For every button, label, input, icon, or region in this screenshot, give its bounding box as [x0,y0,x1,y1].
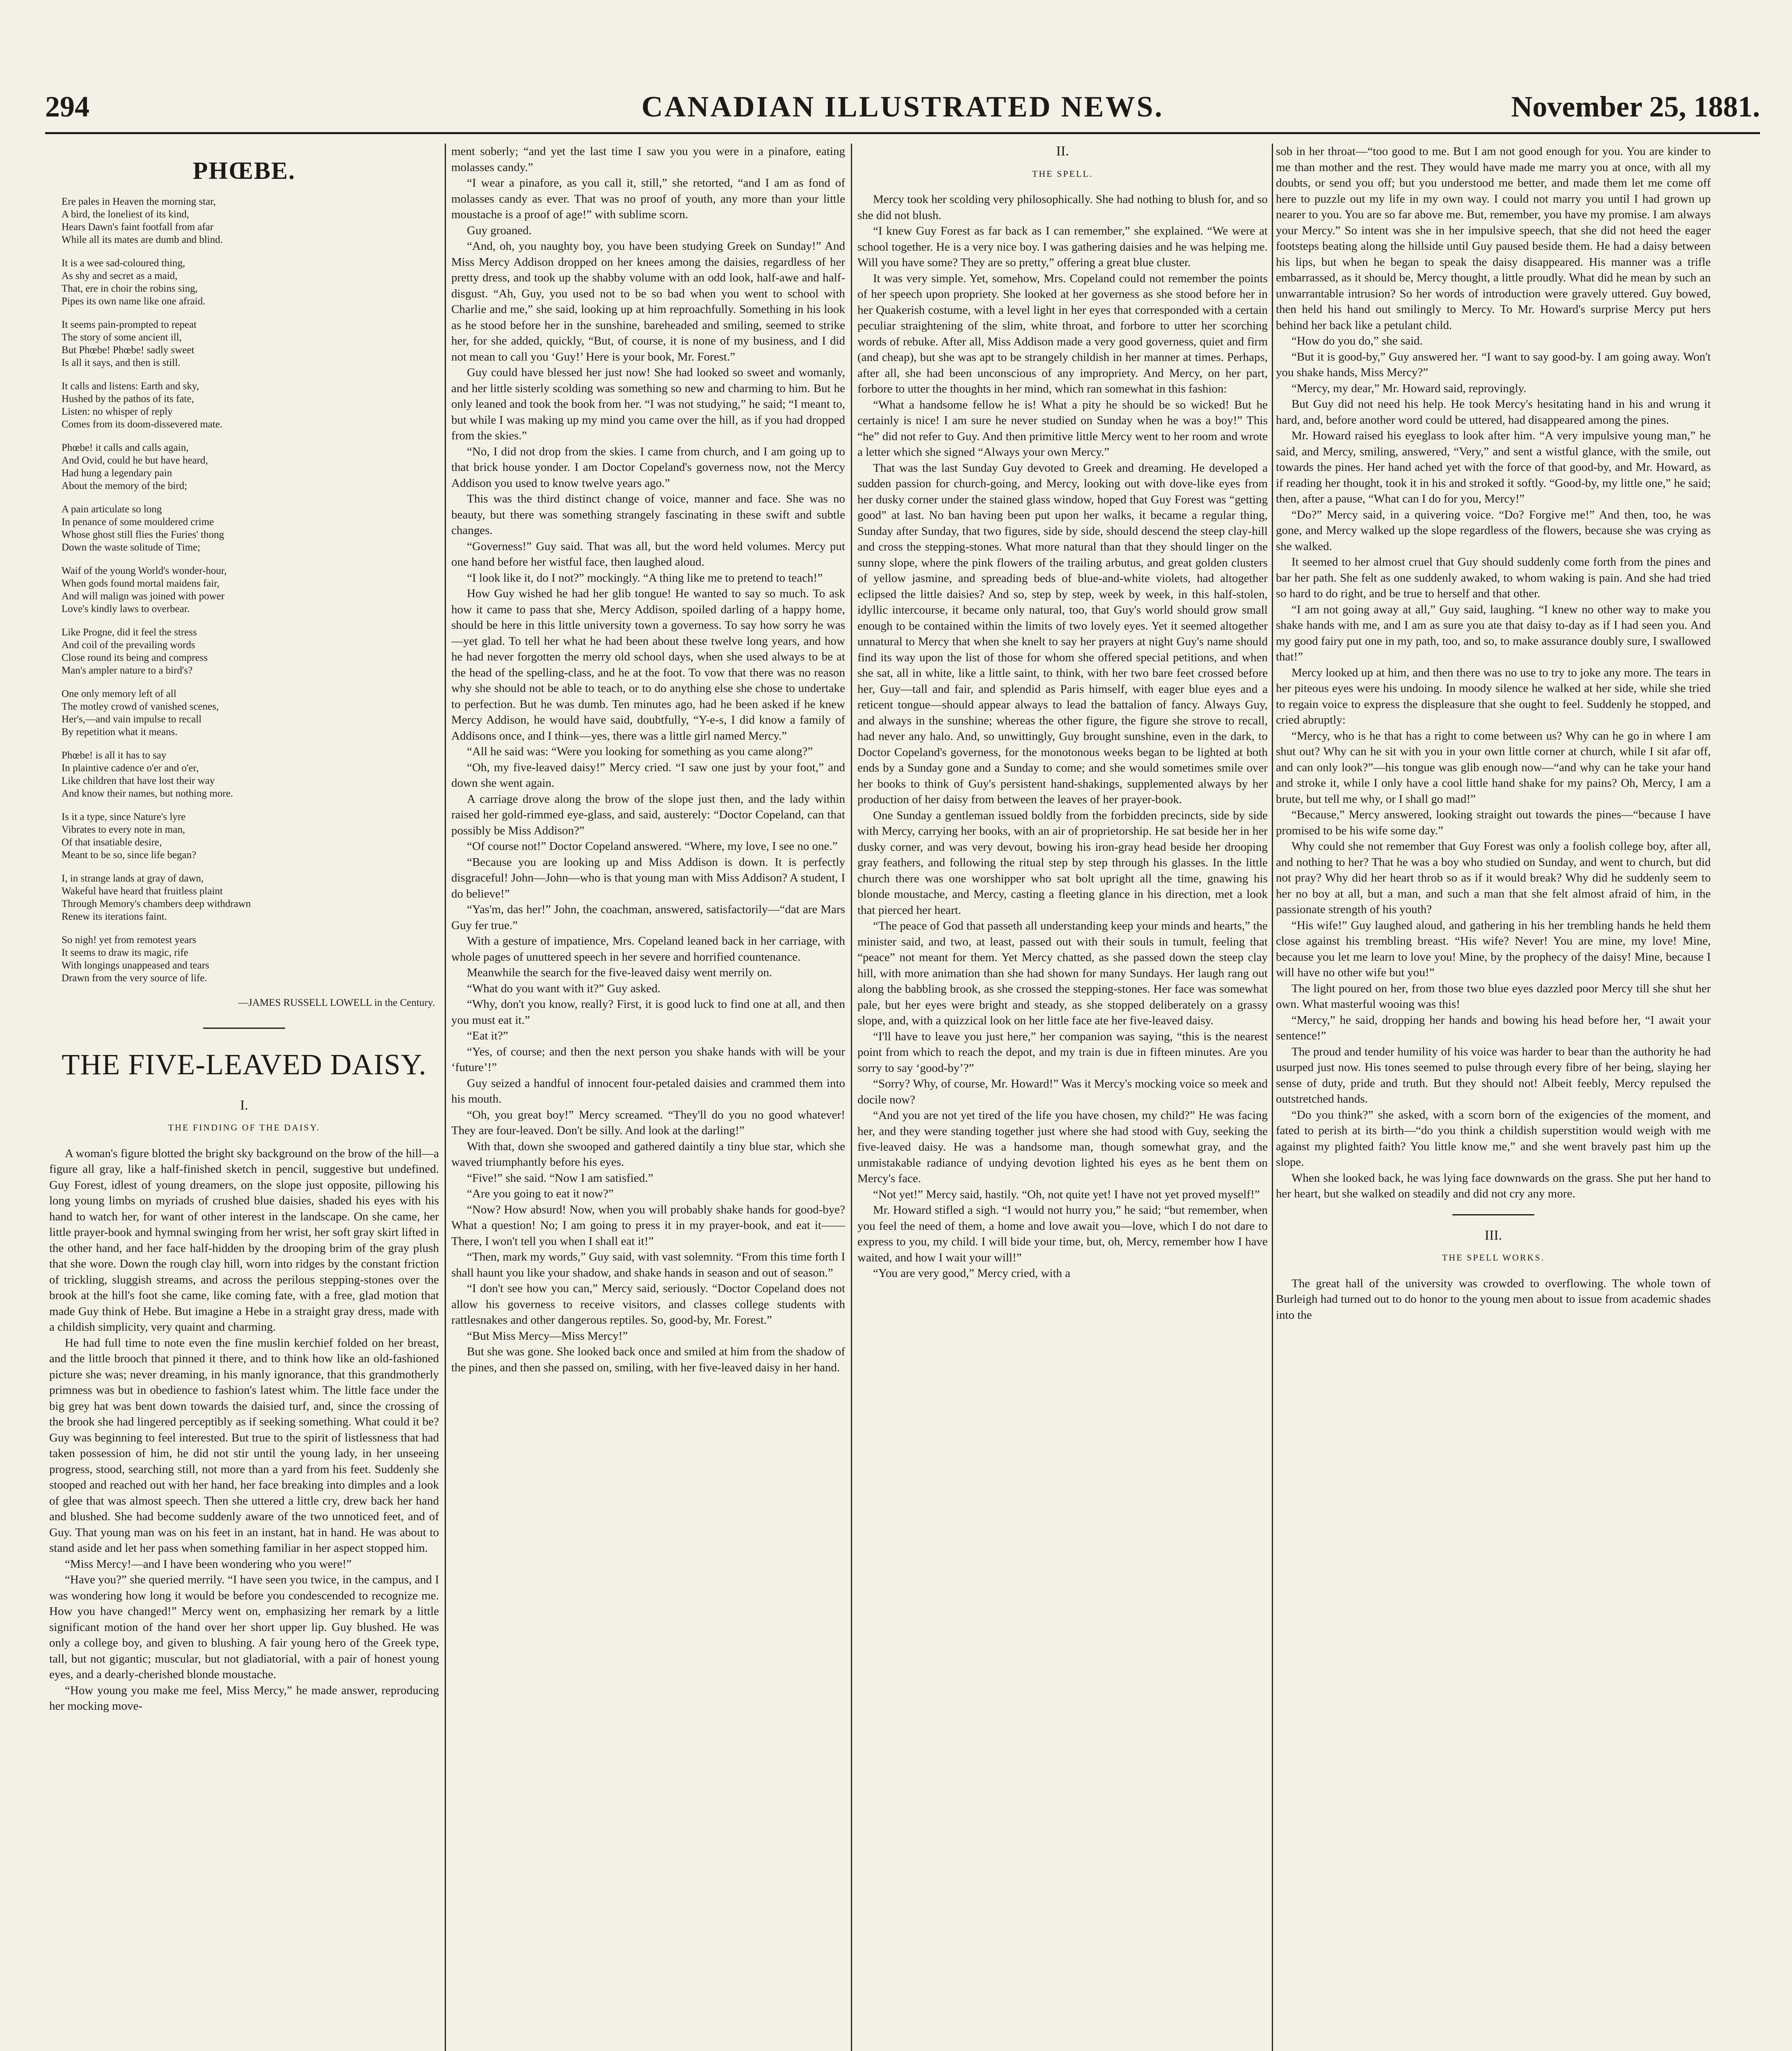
poem-line: Had hung a legendary pain [62,468,172,479]
column-text [49,1146,439,1714]
poem-line: When gods found mortal maidens fair, [62,578,220,589]
page-number: 294 [45,90,89,123]
poem-body [49,195,439,984]
poem-line: Renew its iterations faint. [62,911,167,922]
paragraph: “Do?” Mercy said, in a quivering voice. “Do? Forgive me!” And then, too, he was gone, and Mercy walked up the slope regardless of the flowers, because she was crying as she walked. [1276,508,1711,553]
paragraph: With a gesture of impatience, Mrs. Copeland leaned back in her carriage, with whole pages of unuttered speech in her severe and horrified countenance. [451,934,845,964]
paragraph: With that, down she swooped and gathered daintily a tiny blue star, which she waved triumphantly before his eyes. [451,1140,845,1169]
paragraph: The great hall of the university was crowded to overflowing. The whole town of Burleigh had turned out to do honor to the young men about to issue from academic shades into the [1276,1277,1711,1322]
paragraph: “Why, don't you know, really? First, it is good luck to find one at all, and then you must eat it.” [451,998,845,1027]
paragraph: “Miss Mercy!—and I have been wondering who you were!” [65,1557,352,1571]
chapter-title: THE SPELL WORKS. [1442,1252,1545,1263]
poem-line: Phœbe! it calls and calls again, [62,442,189,453]
poem-stanza [62,257,439,308]
column-text [857,192,1268,1281]
poem-line: One only memory left of all [62,688,176,699]
poem-line: Drawn from the very source of life. [62,973,207,984]
paragraph: “Now? How absurd! Now, when you will probably shake hands for good-bye? What a question! No; I am going to press it in my prayer-book, and eat it—— There, I won't tell you when I shall eat it!” [451,1203,845,1248]
poem-line: Waif of the young World's wonder-hour, [62,565,227,576]
section-rule [203,1028,285,1029]
poem-line: Phœbe! is all it has to say [62,750,167,761]
paragraph: “Have you?” she queried merrily. “I have seen you twice, in the campus, and I was wondering how long it would be before you condescended to recognize me. How you have changed!” Mercy went on, emphasizing her remark by a little significant motion of the hand over her short upper lip. Guy blushed. He was only a college boy, and given to blushing. A fair young hero of the Greek type, tall, but not gigantic; muscular, but not gladiatorial, with a pair of honest young eyes, and a dearly-cherished blonde moustache. [49,1573,439,1681]
poem-line: Is all it says, and then is still. [62,357,181,368]
poem-line: A bird, the loneliest of its kind, [62,209,190,220]
poem-stanza [62,872,439,923]
poem-line: It calls and listens: Earth and sky, [62,381,199,392]
paragraph: That was the last Sunday Guy devoted to Greek and dreaming. He developed a sudden passion for church-going, and Mercy, looking out with dove-like eyes from her dusky corner under the stained glass window, hoped that Guy Forest was “getting good” at last. No ban having been put upon her walks, it became a regular thing, Sunday after Sunday, that two figures, side by side, should descend the steep clay-hill and cross the stepping-stones. What more natural than that they should linger on the sunny slope, where the pink flowers of the trailing arbutus, and great golden clusters of yellow jasmine, and spreading beds of blue-and-white violets, had altogether eclipsed the little daisies? And so, step by step, week by week, in this half-stolen, idyllic intercourse, it became only natural, too, that Guy's world should grow small enough to be contained within the limits of two lovely eyes. Yet it seemed altogether unnatural to Mercy that when she knelt to say her prayers at night Guy's name should find its way upon the list of those for whom she offered special petitions, and when she sat, all in white, like a little saint, to think, with her two bare feet crossed before her, Guy—tall and fair, and splendid as Paris himself, with eager blue eyes and a reticent tongue—should appear always to lead the battalion of fancy. Always Guy, and always in the sunshine; whereas the other figure, the figure she strove to recall, had never any halo. And, so unwittingly, Guy brought sunshine, even in the dark, to Doctor Copeland's governess, for the monotonous weeks began to be lighted at both ends by a Sunday gone and a Sunday to come; and she would sometimes smile over her books to think of Guy's persistent hand-shakings, supplemented always by her production of her daisy from between the leaves of her prayer-book. [857,461,1268,806]
poem-line: So nigh! yet from remotest years [62,934,197,946]
poem-line: By repetition what it means. [62,726,178,738]
paragraph: It was very simple. Yet, somehow, Mrs. Copeland could not remember the points of her speech upon propriety. She looked at her governess as she stood before her in her Quakerish costume, with a level light in her eyes that corresponded with a certain peculiar straightening of the slim, white throat, and forbore to utter her scorching words of rebuke. After all, Miss Addison made a very good governess, quiet and firm (and cheap), but she was apt to be strangely childish in her manner at times. Perhaps, after all, she had been unconscious of any impropriety. And Mercy, on her part, forbore to utter the thoughts in her mind, which ran somewhat in this fashion: [857,272,1268,395]
column-text [1276,144,1711,1323]
paragraph: “You are very good,” Mercy cried, with a [873,1267,1071,1280]
paragraph: “Eat it?” [467,1029,508,1042]
section-rule [1452,1214,1534,1215]
poem-line: The motley crowd of vanished scenes, [62,701,219,712]
paragraph: “Because you are looking up and Miss Addison is down. It is perfectly disgraceful! John—John—who is that young man with Miss Addison? A student, I do believe!” [451,855,845,900]
page-header [45,86,1760,131]
paragraph: One Sunday a gentleman issued boldly from the forbidden precincts, side by side with Mercy, carrying her books, with an air of proprietorship. He sat beside her in her dusky corner, and was very devout, bowing his iron-gray head beside her drooping gray feathers, and following the ritual step by step through his glasses. In the little church there was one worshipper who sat bolt upright all the time, gnawing his blonde moustache, and Mercy, casting a fleeting glance in his direction, met a look that pierced her heart. [857,809,1268,917]
chapter-title: THE FINDING OF THE DAISY. [168,1122,320,1133]
poem-line: And know their names, but nothing more. [62,788,233,799]
poem-line: About the memory of the bird; [62,480,187,491]
paragraph: “I'll have to leave you just here,” her companion was saying, “this is the nearest point from which to reach the depot, and my train is due in fifteen minutes. Are you sorry to say ‘good-by’?” [857,1030,1268,1075]
paragraph: “Then, mark my words,” Guy said, with vast solemnity. “From this time forth I shall haunt you like your shadow, and shake hands in season and out of season.” [451,1250,845,1279]
paragraph: “Mercy, my dear,” Mr. Howard said, reprovingly. [1291,381,1527,395]
column-1 [49,144,439,2051]
poem-stanza [62,811,439,861]
poem-line: Down the waste solitude of Time; [62,542,201,553]
paragraph: “And, oh, you naughty boy, you have been studying Greek on Sunday!” And Miss Mercy Addison dropped on her knees among the daisies, regardless of her pretty dress, and took up the shabby volume with an odd look, half-awe and half-disgust. “Ah, Guy, you used not to be so bad when you went to school with Charlie and me,” she said, looking up at him reproachfully. Something in his look as he stood before her in the sunshine, bareheaded and smiling, seemed to strike her, for she added, quickly, “But, of course, it is none of my business, and I did not mean to call you ‘Guy!’ Here is your book, Mr. Forest.” [451,240,845,363]
paragraph: “But it is good-by,” Guy answered her. “I want to say good-by. I am going away. Won't you shake hands, Miss Mercy?” [1276,350,1711,379]
poem-line: It is a wee sad-coloured thing, [62,258,185,269]
paragraph: “What do you want with it?” Guy asked. [467,982,661,995]
poem-line: Through Memory's chambers deep withdrawn [62,898,251,909]
paragraph: But she was gone. She looked back once and smiled at him from the shadow of the pines, and then she passed on, smiling, with her five-leaved daisy in her hand. [451,1345,845,1374]
masthead: CANADIAN ILLUSTRATED NEWS. [641,90,1164,123]
paragraph: “His wife!” Guy laughed aloud, and gathering in his her trembling hands he held them close against his trembling breast. “His wife? Never! You are mine, my love! Mine, because you let me learn to love you! Mine, by the prophecy of the daisy! Mine, because I will have no other wife but you!” [1276,918,1711,979]
poem-line: As shy and secret as a maid, [62,270,178,281]
poem-line: Comes from its doom-dissevered mate. [62,419,223,430]
paragraph: “But Miss Mercy—Miss Mercy!” [467,1329,628,1343]
column-rule [445,144,446,2051]
poem-stanza [62,934,439,984]
poem-stanza [62,380,439,431]
chapter-number: I. [240,1097,248,1113]
poem-line: Listen: no whisper of reply [62,406,173,417]
paragraph: Mr. Howard raised his eyeglass to look after him. “A very impulsive young man,” he said, and Mercy, smiling, answered, “Very,” and sent a wistful glance, with the smile, out towards the pines. Her hand ached yet with the force of that good-by, and Mr. Howard, as if reading her thought, took it in his and stroked it softly. “Good-by, my little one,” he said; then, after a pause, “What can I do for you, Mercy!” [1276,429,1711,505]
paragraph: “I knew Guy Forest as far back as I can remember,” she explained. “We were at school together. He is a very nice boy. I was gathering daisies and he was helping me. Will you have some? They are so pretty,” offering a great blue cluster. [857,224,1268,269]
poem-line: And coil of the prevailing words [62,640,195,651]
poem-line: Pipes its own name like one afraid. [62,296,206,307]
paragraph: He had full time to note even the fine muslin kerchief folded on her breast, and the little brooch that pinned it there, and to think how like an old-fashioned picture she was; never dreaming, in his manly ignorance, that this grandmotherly primness was but in obedience to fashion's latest whim. The little face under the big grey hat was bent down towards the daisied turf, and, since the crossing of the brook she had lingered perceptibly as if seeking something. What could it be? Guy was beginning to feel interested. But true to the spirit of listlessness that had taken possession of him, he did not stir until the young lady, in her unseeing progress, stood, searching still, not more than a yard from his feet. Suddenly she stooped and reached out with her hand, her face breaking into dimples and a look of glee that was almost speech. Then she uttered a little cry, drew back her hand and blushed. She had become suddenly aware of the two unnoticed feet, and of Guy. That young man was on his feet in an instant, hat in hand. He was about to stand aside and let her pass when something familiar in her aspect stopped him. [49,1336,439,1555]
poem-stanza [62,195,439,246]
paragraph: When she looked back, he was lying face downwards on the grass. She put her hand to her heart, but she walked on steadily and did not cry any more. [1276,1171,1711,1200]
issue-date: November 25, 1881. [1511,90,1760,123]
paragraph: “Are you going to eat it now?” [467,1187,614,1200]
paragraph: But Guy did not need his help. He took Mercy's hesitating hand in his and wrung it hard, and, before another word could be uttered, had disappeared among the pines. [1276,397,1711,427]
poem-line: Meant to be so, since life began? [62,850,197,861]
poem-line: Love's kindly laws to overbear. [62,603,190,614]
paragraph: This was the third distinct change of voice, manner and face. She was no beauty, but there was something strangely fascinating in these swift and subtle changes. [451,492,845,537]
column-3 [857,144,1268,2051]
poem-stanza [62,503,439,554]
paragraph: “I wear a pinafore, as you call it, still,” she retorted, “and I am as fond of molasses candy as ever. That was no proof of youth, any more than your little moustache is a proof of age!” with sublime scorn. [451,176,845,221]
poem-line: A pain articulate so long [62,504,162,515]
poem-line: Like Progne, did it feel the stress [62,627,197,638]
poem-line: But Phœbe! Phœbe! sadly sweet [62,345,194,356]
story-title: THE FIVE-LEAVED DAISY. [62,1048,427,1081]
poem-stanza [62,749,439,800]
paragraph: “I am not going away at all,” Guy said, laughing. “I knew no other way to make you shake hands with me, and I am as sure you ate that daisy to-day as if I had seen you. And my good fairy put one in my path, too, and so, to make assurance doubly sure, I swallowed that!” [1276,603,1711,663]
paragraph: “Mercy, who is he that has a right to come between us? Why can he go in where I am shut out? Why can he sit with you in your own little corner at church, while I sit afar off, and can only look?”—his tongue was glib enough now—“and why can he take your hand and stroke it, while I only have a cool little hand shake for my pains? Oh, Mercy, I am a brute, but tell me why, or I shall go mad!” [1276,729,1711,806]
column-rule [1272,144,1273,2051]
paragraph: “How young you make me feel, Miss Mercy,” he made answer, reproducing her mocking move- [49,1683,439,1713]
column-rule [851,144,852,2051]
column-2 [451,144,845,2051]
header-rule [45,132,1760,134]
paragraph: “Yes, of course; and then the next person you shake hands with will be your ‘future’!” [451,1045,845,1074]
poem-stanza [62,687,439,738]
poem-stanza [62,441,439,492]
column-4 [1276,144,1711,2051]
poem-attribution: —JAMES RUSSELL LOWELL in the Century. [238,997,435,1008]
column-text [451,144,845,1375]
chapter-title: THE SPELL. [1032,168,1093,179]
paragraph: Guy groaned. [467,224,532,237]
paragraph: It seemed to her almost cruel that Guy should suddenly come forth from the pines and bar her path. She felt as one suddenly awaked, to whom waking is pain. And she had tried so hard to do right, and be true to herself and that other. [1276,555,1711,600]
poem-line: The story of some ancient ill, [62,332,182,343]
paragraph: How Guy wished he had her glib tongue! He wanted to say so much. To ask how it came to pass that she, Mercy Addison, spoiled darling of a happy home, should be here in this little university town a governess. To say how sorry he was—yet glad. To tell her what he had been about these twelve long years, and how he had never forgotten the merry old school days, when she used always to be at the head of the spelling-class, and he at the foot. To vow that there was no reason why she should not be able to teach, or to do anything else she chose to undertake to perfection. But he was dumb. Ten minutes ago, had he been asked if he knew Mercy Addison, he would have said, doubtfully, “Y-e-s, I did know a family of Addisons once, and I think—yes, there was a little girl named Mercy.” [451,587,845,742]
chapter-number: II. [1056,144,1069,159]
poem-line: Of that insatiable desire, [62,837,162,848]
poem-line: That, ere in choir the robins sing, [62,283,198,294]
poem-line: Wakeful have heard that fruitless plaint [62,886,223,897]
paragraph: The light poured on her, from those two blue eyes dazzled poor Mercy till she shut her own. What masterful wooing was this! [1276,982,1711,1011]
paragraph: “The peace of God that passeth all understanding keep your minds and hearts,” the minister said, and two, at least, passed out with their souls in tumult, feeling that “peace” not meant for them. Yet Mercy chatted, as she passed down the steep clay hill, with more animation than she had shown for many Sundays. Her laugh rang out along the babbling brook, as she crossed the stepping-stones. Her face was somewhat pale, but her eyes were bright and steady, as she stopped deliberately on a grassy slope, and, with a quizzical look on her little face ate her five-leaved daisy. [857,919,1268,1027]
paragraph: “Oh, my five-leaved daisy!” Mercy cried. “I saw one just by your foot,” and down she went again. [451,761,845,790]
paragraph: sob in her throat—“too good to me. But I am not good enough for you. You are kinder to me than mother and the rest. They would have made me marry you at once, with all my doubts, or send you off; but you understood me better, and made them let me come off here to puzzle out my life in my own way. I could not marry you until I had grown up nearer to you. You are so far above me. But, remember, you have my promise. I am always your Mercy.” So intent was she in her impulsive speech, that she did not heed the eager footsteps beating along the hillside until Guy paused beside them. He had a daisy between his lips, but when he began to speak the daisy disappeared. His manner was a trifle embarrassed, as it should be, Mercy thought, a little proudly. What did he mean by such an unwarrantable intrusion? So her words of introduction were gravely uttered. Guy bowed, then held his hand out smilingly to Mercy. To Mr. Howard's surprise Mercy put hers behind her back like a petulant child. [1276,145,1711,332]
poem-line: Like children that have lost their way [62,775,215,786]
paragraph: “What a handsome fellow he is! What a pity he should be so wicked! But he certainly is nice! I am sure he never studied on Sunday when he was a boy!” This “he” did not refer to Guy. And then primitive little Mercy went to her room and wrote a letter which she signed “Always your own Mercy.” [857,398,1268,459]
poem-stanza [62,626,439,677]
paragraph: “I look like it, do I not?” mockingly. “A thing like me to pretend to teach!” [467,571,823,585]
paragraph: Guy seized a handful of innocent four-petaled daisies and crammed them into his mouth. [451,1076,845,1105]
paragraph: “Five!” she said. “Now I am satisfied.” [467,1171,654,1185]
poem-line: Man's ampler nature to a bird's? [62,665,193,676]
poem-stanza [62,564,439,615]
poem-line: And Ovid, could he but have heard, [62,455,208,466]
poem-line: With longings unappeased and tears [62,960,210,971]
poem-line: It seems pain-prompted to repeat [62,319,197,330]
poem-line: Is it a type, since Nature's lyre [62,811,186,822]
poem-line: Whose ghost still flies the Furies' thong [62,529,224,540]
chapter-number: III. [1484,1227,1502,1243]
paragraph: Mercy took her scolding very philosophically. She had nothing to blush for, and so she did not blush. [857,193,1268,222]
paragraph: “Yas'm, das her!” John, the coachman, answered, satisfactorily—“dat are Mars Guy fer true.” [451,903,845,932]
paragraph: Why could she not remember that Guy Forest was only a foolish college boy, after all, and nothing to her? That he was a boy who studied on Sunday, and went to church, but did not pray? Why did her heart throb so as if it would break? Why did he suddenly seem to her no boy at all, but a man, and such a man that she felt almost afraid of him, in the passionate strength of his youth? [1276,840,1711,916]
poem-line: Hushed by the pathos of its fate, [62,393,194,404]
poem-line: While all its mates are dumb and blind. [62,234,223,245]
paragraph: “Oh, you great boy!” Mercy screamed. “They'll do you no good whatever! They are four-leaved. Don't be silly. And look at the darling!” [451,1108,845,1137]
poem-line: It seems to draw its magic, rife [62,947,188,958]
poem-line: Ere pales in Heaven the morning star, [62,196,216,207]
poem-title: PHŒBE. [192,157,296,184]
paragraph: “All he said was: “Were you looking for something as you came along?” [467,745,813,758]
paragraph: “And you are not yet tired of the life you have chosen, my child?” He was facing her, and they were standing together just where she had stood with Guy, seeking the five-leaved daisy. He was a handsome man, though somewhat gray, and the unmistakable radiance of undying devotion lighted his eyes as he bent them on Mercy's face. [857,1109,1268,1185]
poem-line: Close round its being and compress [62,652,208,663]
paragraph: Mr. Howard stifled a sigh. “I would not hurry you,” he said; “but remember, when you feel the need of them, a home and love await you—love, which I do not dare to express to you, my child. I will bide your time, but, oh, Mercy, remember how I have waited, and how I wait your will!” [857,1204,1268,1264]
paragraph: “How do you do,” she said. [1291,334,1423,347]
paragraph: “Sorry? Why, of course, Mr. Howard!” Was it Mercy's mocking voice so meek and docile now? [857,1077,1268,1106]
paragraph: Guy could have blessed her just now! She had looked so sweet and womanly, and her little sisterly scolding was something so new and charming to him. But he only leaned and took the book from her. “I was not studying,” he said; “I meant to, but while I was making up my mind you came over the hill, as if you had dropped from the skies.” [451,366,845,442]
paragraph: Mercy looked up at him, and then there was no use to try to joke any more. The tears in her piteous eyes were his undoing. In moody silence he walked at her side, while she tried to regain voice to express the displeasure that she ought to feel. Suddenly he stopped, and cried abruptly: [1276,666,1711,726]
poem-line: Hears Dawn's faint footfall from afar [62,222,214,233]
paragraph: A carriage drove along the brow of the slope just then, and the lady within raised her gold-rimmed eye-glass, and said, austerely: “Doctor Copeland, can that possibly be Miss Addison?” [451,792,845,837]
poem-line: In plaintive cadence o'er and o'er, [62,763,199,774]
paragraph: A woman's figure blotted the bright sky background on the brow of the hill—a figure all gray, like a half-finished sketch in pencil, suggestive but undefined. Guy Forest, idlest of young dreamers, on the slope just opposite, pillowing his long young limbs on myriads of crushed blue daisies, shaded his eyes with his hand to watch her, for want of other interest in the landscape. On she came, her little prayer-book and hymnal swinging from her wrist, her soft gray skirt lifted in the other hand, and her face half-hidden by the drooping brim of the gray plush that she wore. Down the rough clay hill, worn into ridges by the constant friction of trickling, sluggish streams, and across the perilous stepping-stones over the brook at the hill's foot she came, like coming fate, with a free, glad motion that made Guy think of Hebe. But imagine a Hebe in a straight gray dress, made with a childish simplicity, very quaint and charming. [49,1147,439,1334]
poem-line: And will malign was joined with power [62,591,225,602]
paragraph: “Of course not!” Doctor Copeland answered. “Where, my love, I see no one.” [467,840,838,853]
poem-line: Her's,—and vain impulse to recall [62,714,202,725]
poem-line: In penance of some mouldered crime [62,516,214,528]
poem-stanza [62,318,439,369]
paragraph: “Because,” Mercy answered, looking straight out towards the pines—“because I have promised to be his wife some day.” [1276,808,1711,837]
paragraph: “Mercy,” he said, dropping her hands and bowing his head before her, “I await your sentence!” [1276,1013,1711,1042]
paragraph: “Do you think?” she asked, with a scorn born of the exigencies of the moment, and fated to perish at its birth—“do you think a childish superstition would weigh with me against my plighted faith? You little know me,” and she went bravely past him up the slope. [1276,1108,1711,1169]
paragraph: “No, I did not drop from the skies. I came from church, and I am going up to that brick house yonder. I am Doctor Copeland's governess now, not the Mercy Addison you used to know twelve years ago.” [451,445,845,490]
paragraph: The proud and tender humility of his voice was harder to bear than the authority he had usurped just now. His tones seemed to pulse through every fibre of her being, slaying her sense of duty, pride and truth. But they should not! Albeit feebly, Mercy repulsed the outstretched hands. [1276,1045,1711,1105]
paragraph: “Not yet!” Mercy said, hastily. “Oh, not quite yet! I have not yet proved myself!” [873,1188,1260,1201]
poem-line: I, in strange lands at gray of dawn, [62,873,204,884]
paragraph: “I don't see how you can,” Mercy said, seriously. “Doctor Copeland does not allow his governess to receive visitors, and classes college students with rattlesnakes and other dangerous reptiles. So, good-by, Mr. Forest.” [451,1282,845,1327]
paragraph: ment soberly; “and yet the last time I saw you you were in a pinafore, eating molasses candy.” [451,145,845,174]
paragraph: Meanwhile the search for the five-leaved daisy went merrily on. [467,966,773,979]
poem-line: Vibrates to every note in man, [62,824,185,835]
paragraph: “Governess!” Guy said. That was all, but the word held volumes. Mercy put one hand before her wistful face, then laughed aloud. [451,539,845,569]
